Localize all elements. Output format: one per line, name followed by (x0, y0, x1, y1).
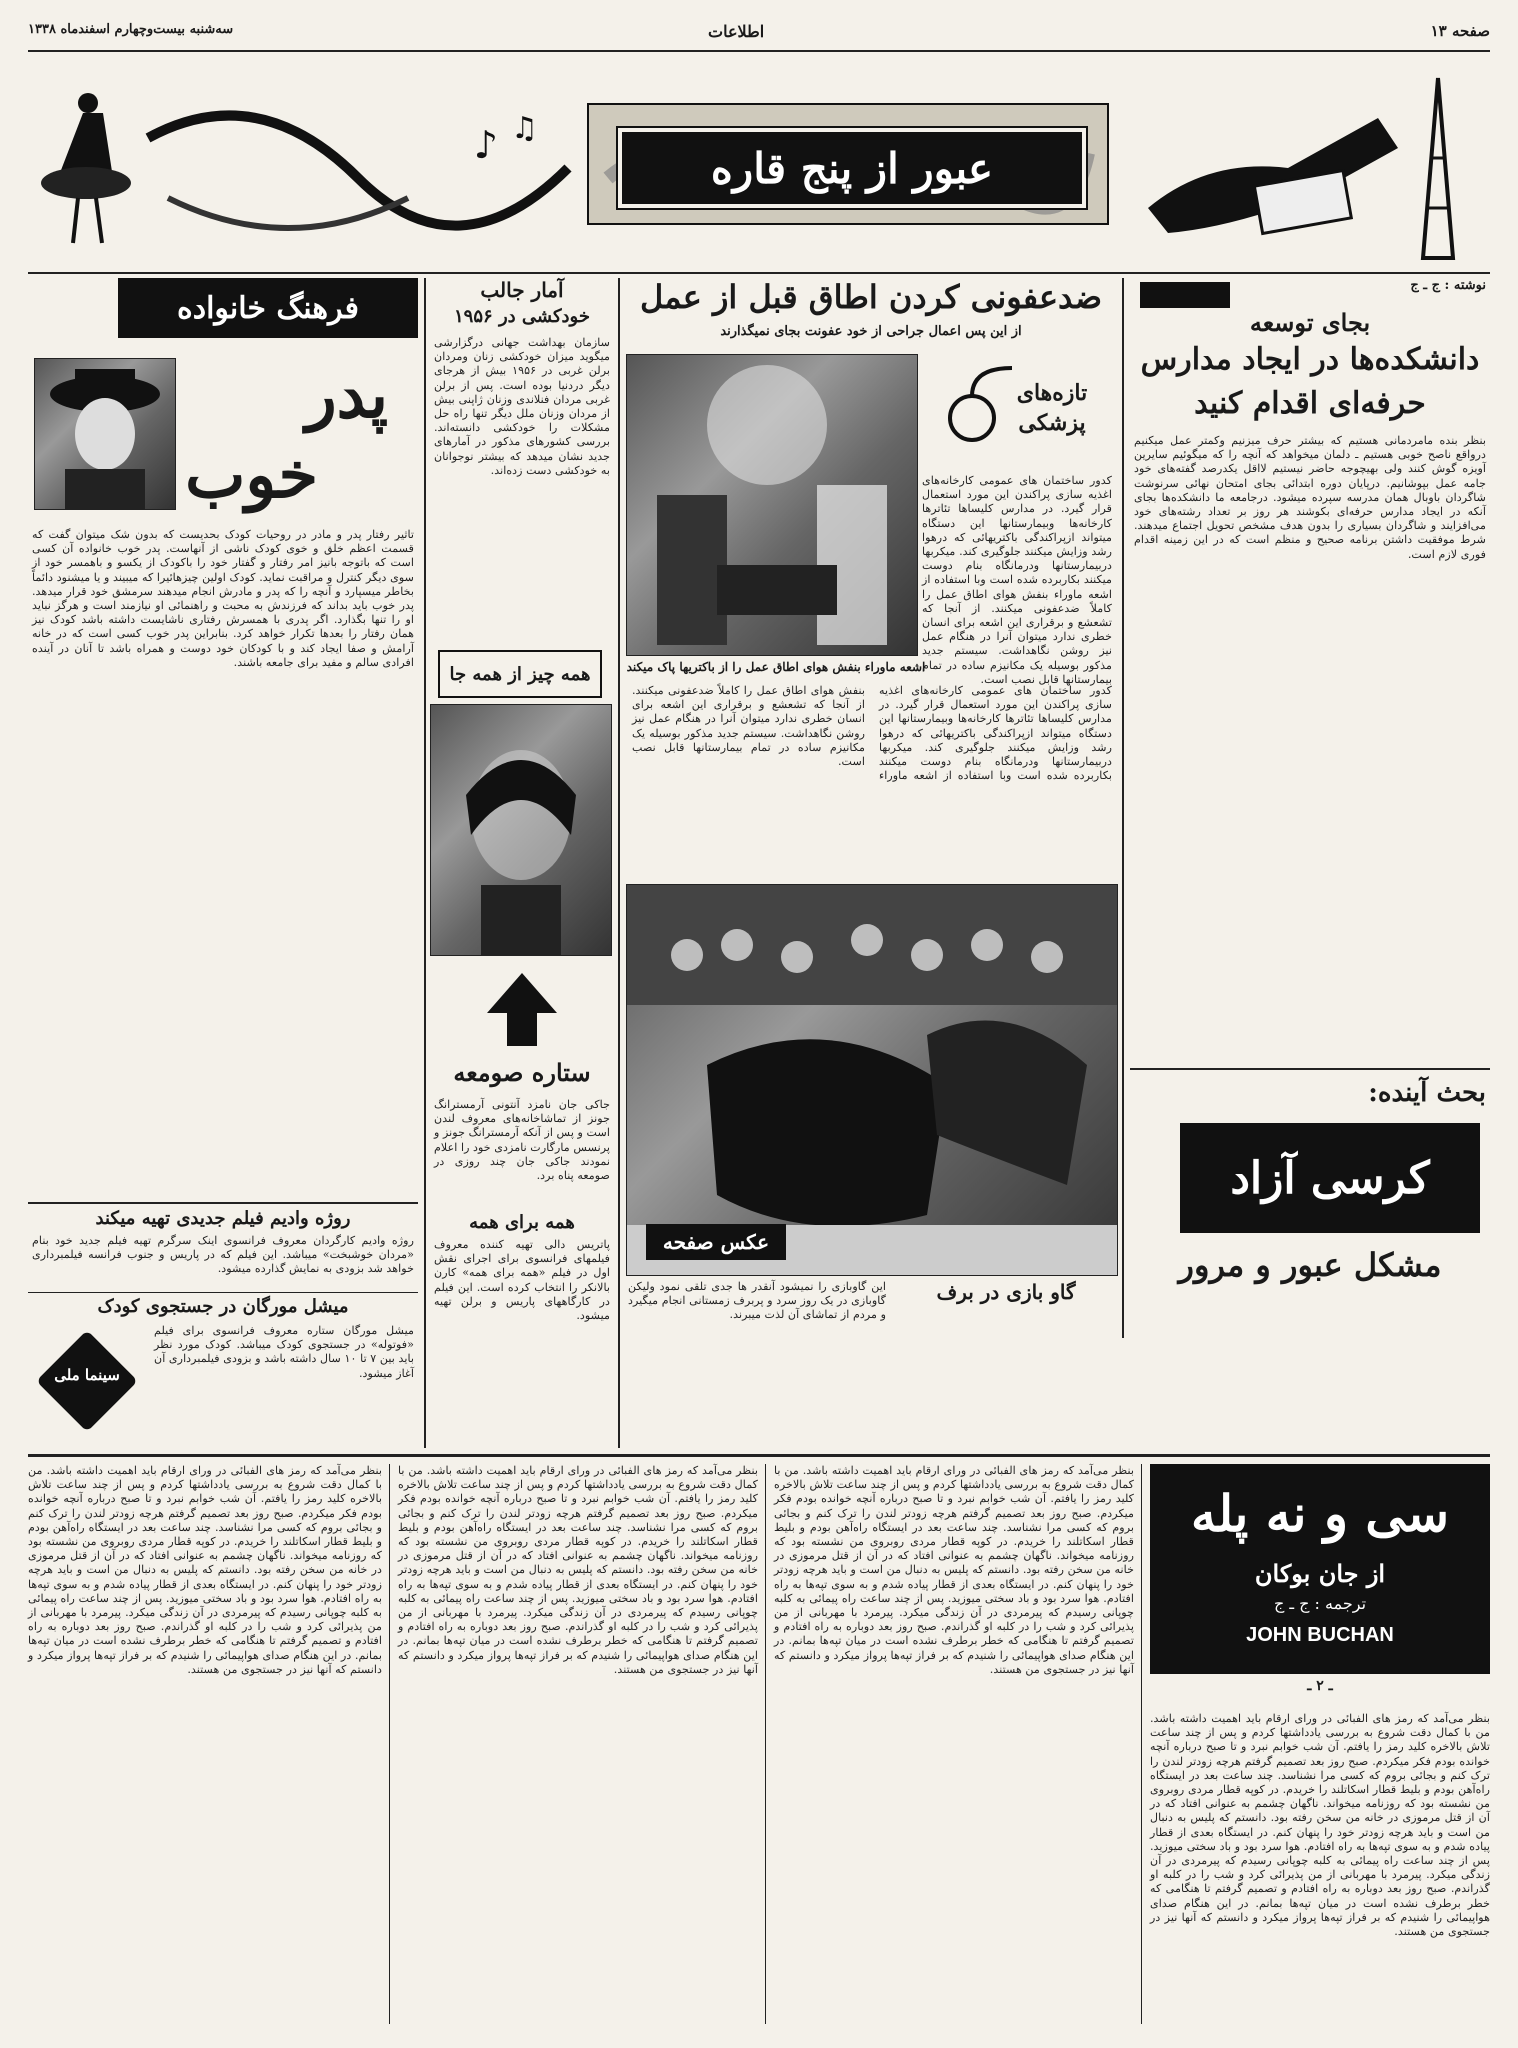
surgeons-image (627, 355, 917, 655)
man-with-hat-portrait (35, 359, 175, 509)
film-rule (28, 1292, 418, 1293)
family-banner: فرهنگ خانواده (118, 278, 418, 338)
star-title: ستاره صومعه (453, 1058, 591, 1087)
stats-column (432, 278, 612, 1208)
next-topic-title: مشکل عبور و مرور (1178, 1246, 1442, 1284)
serial-divider-1 (1141, 1464, 1142, 2024)
serial-body-col4: بنظر می‌آمد که رمز های الفبائی در ورای ارقام باید اهمیت داشته باشد. من با کمال دقت شروع به بررسی یادداشتها کردم و پس از چند ساعت تلاش بالاخره کلید رمز را یافتم. آن شب خوابم نبرد و تا صبح درباره آنچه خوانده بودم فکر میکردم. صبح روز بعد تصمیم گرفتم هرچه زودتر لندن را ترک کنم و بجائی بروم که کسی مرا نشناسد. چند ساعت بعد در ایستگاه راه‌آهن بودم و بلیط قطار اسکاتلند را خریدم. در کوپه قطار مردی روبروی من نشسته بود که روزنامه میخواند. ناگهان چشمم به عنوانی افتاد که در آن از قتل مرموزی در خانه من سخن رفته بود. دانستم که پلیس به دنبال من است و باید هرچه زودتر خود را پنهان کنم. در ایستگاه بعدی از قطار پیاده شدم و به سوی تپه‌ها به راه افتادم. هوا سرد بود و باد سختی میوزید. پس از چند ساعت راه پیمائی به کلبه چوپانی رسیدم که پیرمردی در آن زندگی میکرد. پیرمرد با مهربانی از من پذیرائی کرد و شب را در کلبه او گذراندم. صبح روز بعد دوباره به راه افتادم و تصمیم گرفتم تا هنگامی که خطر برطرف نشده است در میان تپه‌ها بمانم. در این هنگام صدای هواپیمائی را شنیدم که بر فراز تپه‌ها پرواز میکرد و دانستم که آنها نیز در جستجوی من هستند. (28, 1464, 382, 1676)
page-number: صفحه ۱۳ (1430, 22, 1490, 40)
family-body: تاثیر رفتار پدر و مادر در روحیات کودک بحدیست که بدون شک میتوان گفت که قسمت اعظم خلق و خوی کودک ناشی از آنهاست. پدر خوب خانواده آن کسی است که باتوجه بانیز امر رفتار و گفتار خود را باکودک از یکسو و باهمسر خود از سوی دیگر کنترل و مراقبت نماید. کودک اولین چیزهائیرا که میبیند و یا میشنود دائماً بخاطر میسپارد و آنچه را که پدر و مادرش انجام میدهند سرمشق خود قرار میدهد. پدر خوب باید بداند که فرزندش به محبت و راهنمائی او نیازمند است و هرگز نباید او را تنها بگذارد. اگر پدری با همسرش رفتاری ناشایست داشته باشد کودک نیز همان رفتار را بعدها تکرار خواهد کرد. بنابراین پدر خوب کسی است که در خانه آرامش و صفا ایجاد کند و با کودکان خود دوست و همراه باشد تا آنان در آینده افرادی سالم و مفید برای جامعه باشند. (32, 528, 414, 669)
author-line: نوشته : ج ـ ج (1410, 278, 1486, 293)
film-morgan-title: میشل مورگان در جستجوی کودک (97, 1296, 349, 1317)
newspaper-page (28, 22, 1490, 2026)
article-kicker: بجای توسعه (1249, 308, 1371, 337)
bull-title: گاو بازی در برف (936, 1280, 1076, 1304)
family-headline-line1: پدر (305, 358, 388, 433)
bull-photo-block (626, 884, 1116, 1354)
masthead (28, 58, 1490, 268)
stamp-everything: همه چیز از همه جا (438, 650, 602, 698)
medical-subhead: از این پس اعمال جراحی از خود عفونت بجای نمیگذارند (720, 324, 1022, 339)
serial-top-rule (28, 1454, 1490, 1457)
serial-title-box (1150, 1464, 1490, 1674)
issue-date: سه‌شنبه بیست‌وچهارم اسفندماه ۱۳۳۸ (28, 22, 234, 37)
medical-article (626, 278, 1116, 878)
family-rule (28, 1202, 418, 1204)
serial-body-col3: بنظر می‌آمد که رمز های الفبائی در ورای ارقام باید اهمیت داشته باشد. من با کمال دقت شروع به بررسی یادداشتها کردم و پس از چند ساعت تلاش بالاخره کلید رمز را یافتم. آن شب خوابم نبرد و تا صبح درباره آنچه خوانده بودم فکر میکردم. صبح روز بعد تصمیم گرفتم هرچه زودتر لندن را ترک کنم و بجائی بروم که کسی مرا نشناسد. چند ساعت بعد در ایستگاه راه‌آهن بودم و بلیط قطار اسکاتلند را خریدم. در کوپه قطار مردی روبروی من نشسته بود که روزنامه میخواند. ناگهان چشمم به عنوانی افتاد که در آن از قتل مرموزی در خانه من سخن رفته بود. دانستم که پلیس به دنبال من است و باید هرچه زودتر خود را پنهان کنم. در ایستگاه بعدی از قطار پیاده شدم و به سوی تپه‌ها به راه افتادم. هوا سرد بود و باد سختی میوزید. پس از چند ساعت راه پیمائی به کلبه چوپانی رسیدم که پیرمردی در آن زندگی میکرد. پیرمرد با مهربانی از من پذیرائی کرد و شب را در کلبه او گذراندم. صبح روز بعد دوباره به راه افتادم و تصمیم گرفتم تا هنگامی که خطر برطرف نشده است در میان تپه‌ها بمانم. در این هنگام صدای هواپیمائی را شنیدم که بر فراز تپه‌ها پرواز میکرد و دانستم که آنها نیز در جستجوی من هستند. (398, 1464, 758, 1676)
star-body: جاکی جان نامزد آنتونی آرمسترانگ جونز از تماشاخانه‌های معروف لندن است و پس از آنکه آرمسترانگ جونز و پرنسس مارگارت نامزدی خود را اعلام نمودند جاکی جان چند روزی در صومعه پناه برد. (434, 1098, 610, 1183)
family-headline-line2: خوب (185, 438, 318, 513)
next-title-text: کرسی آزاد (1230, 1152, 1430, 1204)
serial-divider-2 (765, 1464, 766, 2024)
operating-room-photo (626, 354, 918, 656)
header-rule (28, 50, 1490, 52)
film-new-item (28, 1208, 418, 1288)
stats-title: آمار جالب (480, 278, 564, 302)
masthead-title: عبور از پنج قاره (618, 128, 1086, 208)
education-article (1130, 278, 1490, 1338)
film-new-body: روژه وادیم کارگردان معروف فرانسوی اینک سرگرم تهیه فیلم جدید خود بنام «مردان خوشبخت» میباشد. این فیلم که در پاریس و جنوب فرانسه فیلمبرداری خواهد شد بزودی به نمایش گذارده میشود. (32, 1234, 414, 1276)
serial-title: سی و نه پله (1191, 1484, 1449, 1543)
cinema-badge-text: سینما ملی (54, 1366, 120, 1384)
serial-body-col2: بنظر می‌آمد که رمز های الفبائی در ورای ارقام باید اهمیت داشته باشد. من با کمال دقت شروع به بررسی یادداشتها کردم و پس از چند ساعت تلاش بالاخره کلید رمز را یافتم. آن شب خوابم نبرد و تا صبح درباره آنچه خوانده بودم فکر میکردم. صبح روز بعد تصمیم گرفتم هرچه زودتر لندن را ترک کنم و بجائی بروم که کسی مرا نشناسد. چند ساعت بعد در ایستگاه راه‌آهن بودم و بلیط قطار اسکاتلند را خریدم. در کوپه قطار مردی روبروی من نشسته بود که روزنامه میخواند. ناگهان چشمم به عنوانی افتاد که در آن از قتل مرموزی در خانه من سخن رفته بود. دانستم که پلیس به دنبال من است و باید هرچه زودتر خود را پنهان کنم. در ایستگاه بعدی از قطار پیاده شدم و به سوی تپه‌ها به راه افتادم. هوا سرد بود و باد سختی میوزید. پس از چند ساعت راه پیمائی به کلبه چوپانی رسیدم که پیرمردی در آن زندگی میکرد. پیرمرد با مهربانی از من پذیرائی کرد و شب را در کلبه او گذراندم. صبح روز بعد دوباره به راه افتادم و تصمیم گرفتم تا هنگامی که خطر برطرف نشده است در میان تپه‌ها بمانم. در این هنگام صدای هواپیمائی را شنیدم که بر فراز تپه‌ها پرواز میکرد و دانستم که آنها نیز در جستجوی من هستند. (774, 1464, 1134, 1676)
article-headline-line2: حرفه‌ای اقدام کنید (1194, 386, 1426, 421)
svg-text:♫: ♫ (511, 111, 538, 146)
photo-of-page-badge: عکس صفحه (646, 1224, 786, 1260)
svg-text:♪: ♪ (473, 123, 498, 167)
medical-badge (932, 358, 1112, 468)
article-headline-line1: دانشکده‌ها در ایجاد مدارس (1140, 342, 1480, 377)
next-topic-label: بحث آینده: (1368, 1078, 1486, 1108)
photo-caption: اشعه ماوراء بنفش هوای اطاق عمل را از باکتریها پاک میکند (626, 660, 926, 674)
newspaper-name: اطلاعات (708, 22, 765, 41)
actress-photo (430, 704, 612, 956)
film-morgan-body: میشل مورگان ستاره معروف فرانسوی برای فیلم «فوتوله» در جستجوی کودک میباشد. کودک مورد نظر باید بین ۷ تا ۱۰ سال داشته باشد و بزودی فیلمبرداری آن آغاز میشود. (154, 1324, 414, 1380)
bullfight-photo (626, 884, 1118, 1276)
for-all-item (432, 1212, 612, 1442)
stats-subtitle: خودکشی در ۱۹۵۶ (454, 306, 590, 327)
medical-body-bottom: کدور ساختمان های عمومی کارخانه‌های اغذیه سازی پراکندن این مورد استعمال قرار گیرد. در مدارس کلیساها تئاترها کارخانه‌ها وبیمارستانها این دستگاه میتواند ازپراکندگی باکتریهائی که درهوا رشد وزایش میکنند جلوگیری کند. میکربها دربیمارستانها ودرمانگاه بنام دوست میکنند بکاربرده شده است وبا استفاده از اشعه ماوراء بنفش هوای اطاق عمل را کاملاً ضدعفونی میکنند. از آنجا که تشعشع و برقراری این اشعه برای انسان خطری ندارد میتوان آنرا در هنگام عمل نیز روشن نگاهداشت. سیستم جدید مذکور بوسیله یک مکانیزم ساده در تمام بیمارستانها قابل نصب است. (632, 684, 1112, 783)
next-title-banner (1180, 1123, 1480, 1233)
father-photo (34, 358, 176, 510)
bullfight-image (627, 885, 1117, 1275)
badge-graphic (1140, 282, 1230, 308)
medical-headline: ضدعفونی کردن اطاق قبل از عمل (640, 278, 1102, 316)
medical-body-top: کدور ساختمان های عمومی کارخانه‌های اغذیه سازی پراکندن این مورد استعمال قرار گیرد. در مدارس کلیساها تئاترها کارخانه‌ها وبیمارستانها این دستگاه میتواند ازپراکندگی باکتریهائی که درهوا رشد وزایش میکنند جلوگیری کند. میکربها دربیمارستانها ودرمانگاه بنام دوست میکنند بکاربرده شده است وبا استفاده از اشعه ماوراء بنفش هوای اطاق عمل را کاملاً ضدعفونی میکنند. از آنجا که تشعشع و برقراری این اشعه برای انسان خطری ندارد میتوان آنرا در هنگام عمل نیز روشن نگاهداشت. سیستم جدید مذکور بوسیله یک مکانیزم ساده در تمام بیمارستانها قابل نصب است. (922, 474, 1112, 686)
col-divider-3 (424, 278, 426, 1448)
for-all-title: همه برای همه (469, 1212, 575, 1233)
film-morgan-item (28, 1296, 418, 1446)
serial-author: از جان بوکان (1254, 1559, 1386, 1588)
article-body: بنظر بنده مامردمانی هستیم که بیشتر حرف میزنیم وکمتر عمل میکنیم درواقع ناصح خوبی هستیم ـ دلمان میخواهد که آنچه را که میگوئیم سایرین آویزه گوش کنند ولی بهیچوجه حاضر نیستیم لااقل یکدرصد گفته‌های خود جامه عمل بپوشانیم. درپایان دوره ابتدائی بجای امتحان نهائی سرنوشت شاگردان باوبال همان مدرسه سپرده میشود. درجامعه ما دانشکده‌ها بجای آنکه در ایجاد مدارس حرفه‌ای بکوشند هر روز بر تعداد رشته‌های خود می‌افزایند و شاگردان بسیاری را بدون هدف مشخص تحویل اجتماع میدهند. شرط موفقیت داشتن برنامه صحیح و منظم است که در این زمینه اقدام فوری لازم است. (1134, 434, 1486, 561)
bull-caption: این گاوبازی را نمیشود آنقدر ها جدی تلقی نمود ولیکن گاوبازی در یک روز سرد و پربرف زمستانی انجام میگیرد و مردم از تماشای آن لذت میبرند. (628, 1280, 886, 1322)
masthead-rule (28, 272, 1490, 274)
film-new-title: روژه وادیم فیلم جدیدی تهیه میکند (95, 1208, 351, 1229)
serial-heading (1150, 1464, 1490, 1704)
for-all-body: پاتریس دالی تهیه کننده معروف فیلمهای فرانسوی برای اجرای نقش اول در فیلم «همه برای همه» کارن بالانکر را انتخاب کرده است. این فیلم در کارگاههای پاریس و برلن تهیه میشود. (434, 1238, 610, 1323)
family-column (28, 278, 418, 1198)
stats-body: سازمان بهداشت جهانی درگزارشی میگوید میزان خودکشی زنان ومردان برلن غربی در ۱۹۵۶ بیش از هرجای دیگر دردنیا بوده است. پس از برلن غربی مردان فنلاندی وزنان ژاپنی بیش از مردان وزنان ملل دیگر تنها راه حل مشکلات را خودکشی دانسته‌اند. بررسی کشورهای مذکور در آمارهای جدید نشان میدهد که بیشتر نوجوانان به خودکشی دست زده‌اند. (434, 336, 610, 477)
serial-author-latin: JOHN BUCHAN (1246, 1624, 1394, 1646)
col-divider-2 (618, 278, 620, 1448)
woman-portrait (431, 705, 611, 955)
arrow-up-icon (482, 968, 562, 1048)
serial-episode: ـ ۲ ـ (1307, 1678, 1333, 1694)
col-divider-1 (1122, 278, 1124, 1338)
serial-divider-3 (389, 1464, 390, 2024)
serial-translator: ترجمه : ج ـ ج (1273, 1594, 1367, 1613)
column-rule (1130, 1068, 1490, 1070)
medical-badge-text: تازه‌های پزشکی (1016, 380, 1088, 436)
serial-body-col1: بنظر می‌آمد که رمز های الفبائی در ورای ارقام باید اهمیت داشته باشد. من با کمال دقت شروع به بررسی یادداشتها کردم و پس از چند ساعت تلاش بالاخره کلید رمز را یافتم. آن شب خوابم نبرد و تا صبح درباره آنچه خوانده بودم فکر میکردم. صبح روز بعد تصمیم گرفتم هرچه زودتر لندن را ترک کنم و بجائی بروم که کسی مرا نشناسد. چند ساعت بعد در ایستگاه راه‌آهن بودم و بلیط قطار اسکاتلند را خریدم. در کوپه قطار مردی روبروی من نشسته بود که روزنامه میخواند. ناگهان چشمم به عنوانی افتاد که در آن از قتل مرموزی در خانه من سخن رفته بود. دانستم که پلیس به دنبال من است و باید هرچه زودتر خود را پنهان کنم. در ایستگاه بعدی از قطار پیاده شدم و به سوی تپه‌ها به راه افتادم. هوا سرد بود و باد سختی میوزید. پس از چند ساعت راه پیمائی به کلبه چوپانی رسیدم که پیرمردی در آن زندگی میکرد. پیرمرد با مهربانی از من پذیرائی کرد و شب را در کلبه او گذراندم. صبح روز بعد دوباره به راه افتادم و تصمیم گرفتم تا هنگامی که خطر برطرف نشده است در میان تپه‌ها بمانم. در این هنگام صدای هواپیمائی را شنیدم که بر فراز تپه‌ها پرواز میکرد و دانستم که آنها نیز در جستجوی من هستند. (1150, 1712, 1490, 1939)
